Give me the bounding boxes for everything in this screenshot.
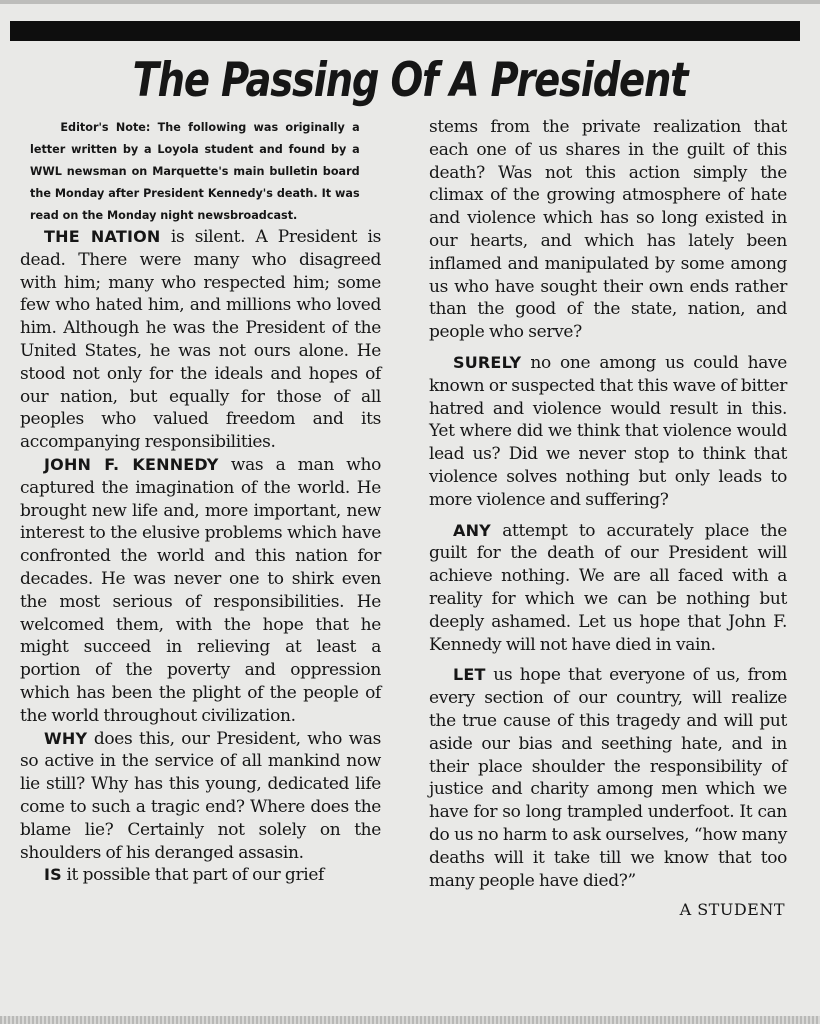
paragraph-text: us hope that everyone of us, from every section of our country, will realize the true cause of this tragedy and will put aside our bias and seething hate, and in their place shoulder the responsibility of justice and charity among men which we have for so long trampled underfoot. It can do us no harm to ask ourselves, “how many deaths will it take till we know that too many people have died?”	[429, 665, 787, 891]
left-column	[20, 116, 381, 887]
article-paragraph	[20, 454, 381, 728]
right-column	[429, 116, 787, 919]
article-headline: The Passing Of A President	[132, 53, 688, 108]
bottom-rule	[0, 1016, 820, 1024]
paragraph-lead: JOHN F. KENNEDY	[44, 454, 219, 474]
paragraph-lead: THE NATION	[44, 227, 161, 246]
paragraph-lead: LET	[453, 665, 486, 685]
article-paragraph	[20, 864, 381, 887]
article-paragraph	[429, 664, 787, 892]
article-paragraph	[20, 226, 381, 454]
editors-note: Editor's Note: The following was originally a letter written by a Loyola student and found by a WWL newsman on Marquette's main bulletin board the Monday after President Kennedy's death. It was read on the Monday night newsbroadcast.	[30, 120, 360, 222]
paragraph-lead: WHY	[44, 728, 88, 748]
top-rule	[0, 0, 820, 4]
paragraph-lead: IS	[44, 865, 62, 885]
paragraph-lead: SURELY	[453, 352, 522, 372]
paragraph-text: attempt to accurately place the guilt for the death of our President will achieve nothing. We are all faced with a reality for which we can be nothing but deeply ashamed. Let us hope that John F. Kennedy will not have died in vain.	[429, 520, 787, 655]
paragraph-lead: ANY	[453, 520, 491, 540]
article-signature: A STUDENT	[679, 900, 785, 920]
paragraph-text: is silent. A President is dead. There were many who disagreed with him; many who respected him; some few who hated him, and millions who loved him. Although he was the President of the United States, he was not ours alone. He stood not only for the ideals and hopes of our nation, but equally for those of all peoples who valued freedom and its accompanying responsibilities.	[20, 227, 381, 453]
paragraph-text: no one among us could have known or suspected that this wave of bitter hatred and violence would result in this. Yet where did we think that violence would lead us? Did we never stop to think that violence solves nothing but only leads to more violence and suffering?	[429, 352, 787, 510]
article-paragraph-continued	[429, 116, 787, 344]
paragraph-text: does this, our President, who was so active in the service of all mankind now lie still? Why has this young, dedicated life come to such a tragic end? Where does the blame lie? Certainly not solely on the shoulders of his deranged assasin.	[20, 728, 381, 863]
article-paragraph	[20, 728, 381, 865]
article-paragraph	[429, 520, 787, 657]
paragraph-text: was a man who captured the imagination of the world. He brought new life and, more important, new interest to the elusive problems which have confronted the world and this nation for decades. He was never one to shirk even the most serious of responsibilities. He welcomed them, with the hope that he might succeed in relieving at least a portion of the poverty and oppression which has been the plight of the people of the world throughout civilization.	[20, 454, 381, 726]
article-paragraph	[429, 352, 787, 512]
header-black-bar	[10, 21, 800, 41]
paragraph-text: it possible that part of our grief	[61, 865, 324, 886]
paragraph-text: stems from the private realization that each one of us shares in the guilt of this death? Was not this action simply the climax of the growing atmosphere of hate and violence which has so long existed in our hearts, and which has lately been inflamed and manipulated by some among us who have sought their own ends rather than the good of the state, nation, and people who serve?	[429, 117, 787, 343]
